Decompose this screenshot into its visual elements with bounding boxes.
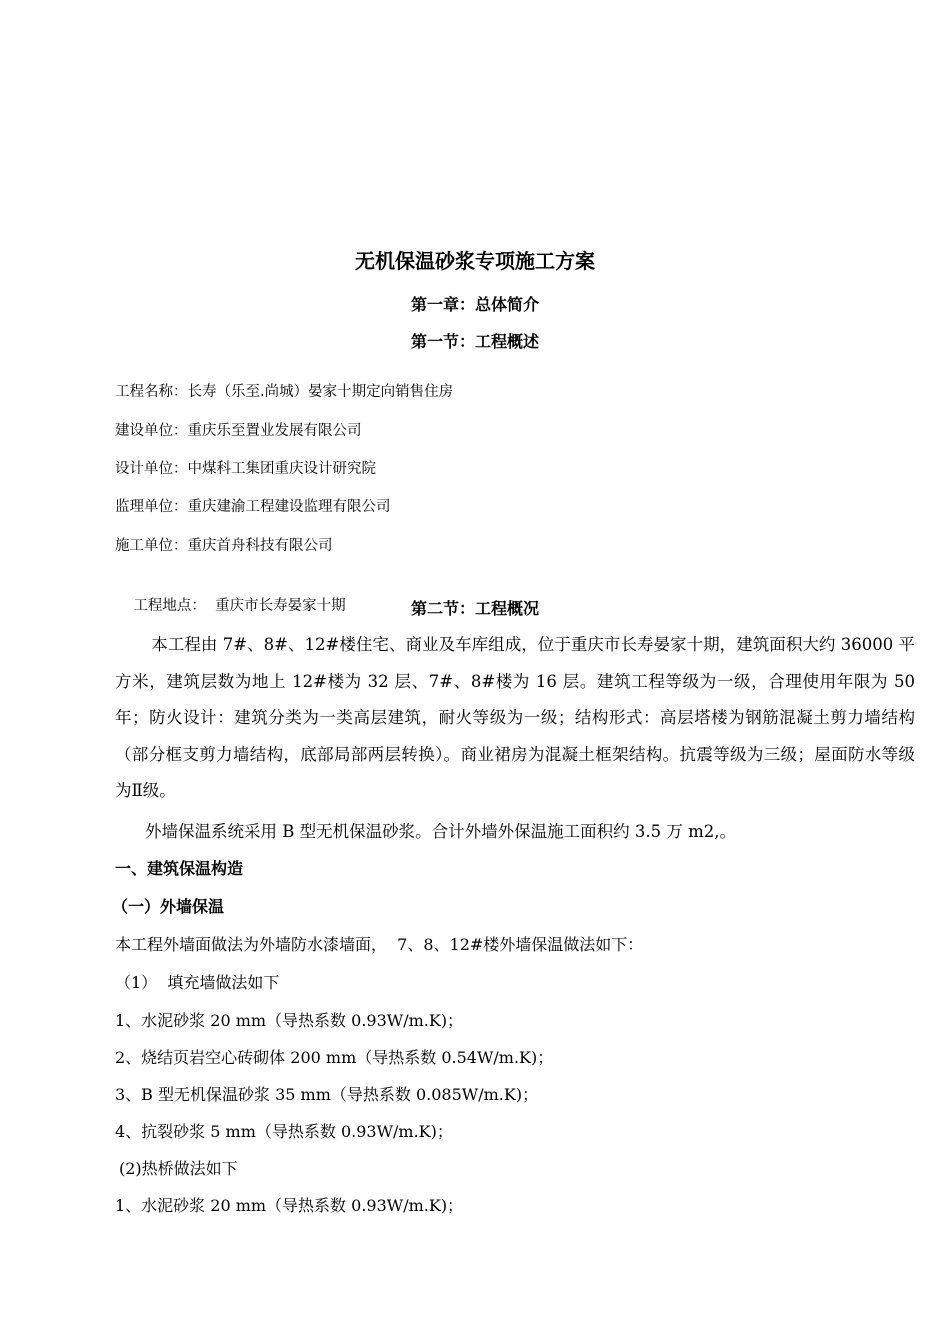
info-line-supervisor <box>115 496 391 518</box>
document-title: 无机保温砂浆专项施工方案 <box>355 249 595 273</box>
fill-wall-item: 4、抗裂砂浆 5 mm（导热系数 0.93W/m.K)； <box>115 1122 453 1141</box>
fill-wall-item: 2、烧结页岩空心砖砌体 200 mm（导热系数 0.54W/m.K)； <box>115 1048 554 1067</box>
info-value: 长寿（乐至.尚城）晏家十期定向销售住房 <box>187 384 454 400</box>
thermal-bridge-item: 1、水泥砂浆 20 mm（导热系数 0.93W/m.K)； <box>115 1196 464 1215</box>
overview-paragraph: 本工程由 7#、8#、12#楼住宅、商业及车库组成，位于重庆市长寿晏家十期，建筑面积大约 36000 平方米，建筑层数为地上 12#楼为 32 层、7#、8#楼为 16 层。建筑工程等级为一级，合理使用年限为 50 年；防火设计：建筑分类为一类高层建筑，耐火等级为一级；结构形式：高层塔楼为钢筋混凝土剪力墙结构（部分框支剪力墙结构，底部局部两层转换）。商业裙房为混凝土框架结构。抗震等级为三级；屋面防水等级为Ⅱ级。 <box>115 635 915 800</box>
exterior-wall-intro: 本工程外墙面做法为外墙防水漆墙面， 7、8、12#楼外墙保温做法如下： <box>115 935 644 954</box>
section-heading-overview: 第一节：工程概述 <box>410 332 539 351</box>
info-value: 中煤科工集团重庆设计研究院 <box>187 461 376 477</box>
info-label: 工程名称： <box>115 384 188 400</box>
info-value: 重庆建渝工程建设监理有限公司 <box>187 499 391 515</box>
info-label: 施工单位： <box>115 538 188 554</box>
fill-wall-item: 3、B 型无机保温砂浆 35 mm（导热系数 0.085W/m.K)； <box>115 1085 539 1104</box>
info-line-contractor <box>115 535 333 557</box>
info-value: 重庆乐至置业发展有限公司 <box>187 423 362 439</box>
info-value: 重庆首舟科技有限公司 <box>187 538 333 554</box>
info-label: 建设单位： <box>115 423 188 439</box>
info-line-owner <box>115 420 362 442</box>
info-value: 重庆市长寿晏家十期 <box>205 598 346 614</box>
fill-wall-item: 1、水泥砂浆 20 mm（导热系数 0.93W/m.K)； <box>115 1011 464 1030</box>
heading-building-insulation: 一、建筑保温构造 <box>115 859 244 878</box>
info-line-designer <box>115 458 376 480</box>
info-label: 设计单位： <box>115 461 188 477</box>
info-label: 监理单位： <box>115 499 188 515</box>
section-heading-overview-detail: 第二节：工程概况 <box>410 599 539 618</box>
thermal-bridge-title: (2)热桥做法如下 <box>119 1159 238 1178</box>
fill-wall-title: （1） 填充墙做法如下 <box>115 973 280 992</box>
chapter-heading: 第一章：总体简介 <box>410 295 539 314</box>
info-label: 工程地点： <box>133 598 206 614</box>
info-line-project-name <box>115 381 453 403</box>
heading-exterior-wall: （一）外墙保温 <box>112 897 225 916</box>
insulation-system-paragraph: 外墙保温系统采用 B 型无机保温砂浆。合计外墙外保温施工面积约 3.5 万 m2,。 <box>145 822 736 841</box>
